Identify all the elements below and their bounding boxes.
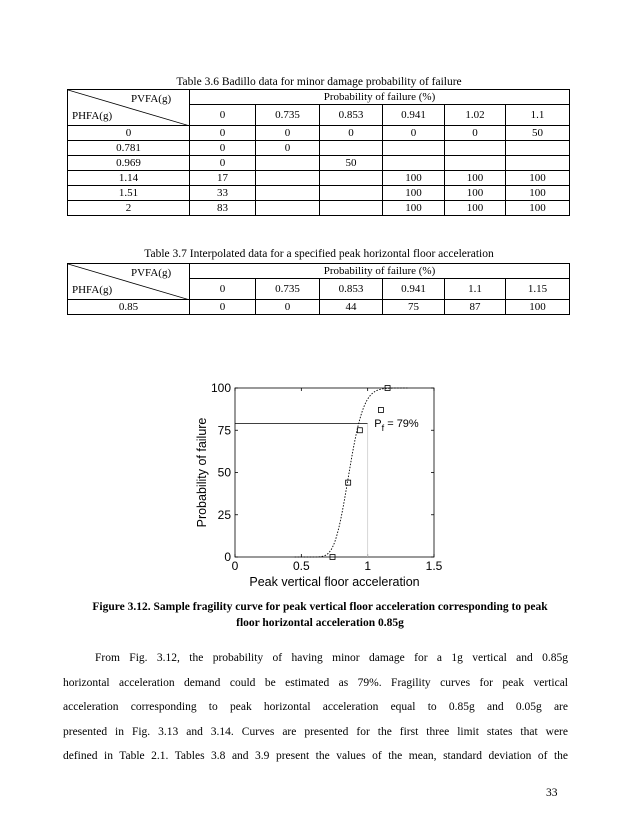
table-3-6-caption: Table 3.6 Badillo data for minor damage probability of failure [176,76,462,88]
table-3-7-cell: 75 [383,300,445,315]
x-tick-label: 0 [231,559,239,573]
table-3-6-cell: 100 [506,201,570,216]
table-3-6-row-header: 1.14 [68,171,190,186]
table-3-6-header-row [68,90,570,105]
table-3-6-cell: 100 [445,201,506,216]
table-3-7-column-header: 1.1 [445,279,506,300]
table-3-7-caption: Table 3.7 Interpolated data for a specified peak horizontal floor acceleration [144,248,494,260]
table-3-6-cell [256,156,320,171]
table-3-6-row [68,156,570,171]
table-3-6-cell: 100 [383,201,445,216]
table-3-6-cell: 100 [506,186,570,201]
body-paragraph [63,646,568,769]
table-3-6-group-header: Probability of failure (%) [190,90,570,105]
table-3-6-corner-header [68,90,190,126]
table-3-6-cell: 17 [190,171,256,186]
data-point [346,480,351,485]
x-tick-label: 1 [364,559,372,573]
table-3-7-corner-header [68,264,190,300]
table-3-7-group-header: Probability of failure (%) [190,264,570,279]
x-tick-label: 0.5 [292,559,310,573]
table-3-6-row [68,141,570,156]
table-3-6-cell: 0 [320,126,383,141]
figure-caption: Figure 3.12. Sample fragility curve for peak vertical floor acceleration corresponding to peak floor horizontal acceleration 0.85g [92,601,548,629]
table-3-6-row-header: 2 [68,201,190,216]
pf-annotation: $P_f = 79\%$ [374,417,419,433]
y-tick-label: 50 [217,465,231,480]
fragility-chart [180,376,450,588]
paragraph-line: acceleration corresponding to peak horizontal acceleration equal to 0.85g and 0.05g are [63,701,568,713]
table-3-7-cell: 0 [256,300,320,315]
table-3-7-row [68,300,570,315]
table-3-6-cell: 33 [190,186,256,201]
table-3-6-cell: 50 [320,156,383,171]
table-3-6-cell: 100 [445,186,506,201]
table-3-6-phfa-label: PHFA(g) [72,110,113,122]
table-3-6-row-header: 0.969 [68,156,190,171]
table-3-6 [67,89,570,216]
table-3-6-row-header: 0 [68,126,190,141]
y-tick-label: 25 [217,507,231,522]
table-3-6-cell: 0 [256,126,320,141]
table-3-6-cell: 0 [445,126,506,141]
table-3-7-phfa-label: PHFA(g) [72,284,113,296]
table-3-6-cell: 83 [190,201,256,216]
table-3-6-row-header: 0.781 [68,141,190,156]
table-3-6-cell [445,141,506,156]
table-3-6-pvfa-label: PVFA(g) [131,93,172,105]
table-3-7-column-header: 0.941 [383,279,445,300]
table-3-6-cell [445,156,506,171]
table-3-6-column-header: 0.735 [256,105,320,126]
x-tick-label: 1.5 [425,559,443,573]
table-3-7-header-row [68,264,570,279]
paragraph-line: presented in Fig. 3.13 and 3.14. Curves are presented for the first three limit states that were [63,725,568,738]
table-3-6-column-header: 0.941 [383,105,445,126]
table-3-6-column-header: 1.02 [445,105,506,126]
y-tick-label: 75 [217,423,231,438]
table-3-6-cell: 100 [445,171,506,186]
table-3-6-cell: 0 [383,126,445,141]
table-3-7 [67,263,570,315]
table-3-6-cell [320,201,383,216]
fitted-curve [295,388,408,557]
page-number: 33 [546,787,558,799]
table-3-6-cell [506,141,570,156]
table-3-6-cell: 100 [383,186,445,201]
table-3-6-cell [506,156,570,171]
x-axis-label: Peak vertical floor acceleration [249,575,420,588]
table-3-6-row [68,171,570,186]
table-3-6-cell [320,171,383,186]
y-tick-label: 100 [210,381,231,395]
table-3-6-cell: 0 [190,141,256,156]
table-3-6-cell [320,141,383,156]
table-3-6-column-header: 0 [190,105,256,126]
table-3-7-column-header: 1.15 [506,279,570,300]
plot-frame [235,388,434,557]
table-3-7-cell: 44 [320,300,383,315]
table-3-6-row-header: 1.51 [68,186,190,201]
table-3-6-cell: 100 [383,171,445,186]
table-3-7-column-header: 0 [190,279,256,300]
table-3-6-column-header: 1.1 [506,105,570,126]
y-axis-label: Probability of failure [195,417,209,528]
table-3-6-row [68,186,570,201]
table-3-6-cell: 100 [506,171,570,186]
table-3-7-cell: 87 [445,300,506,315]
paragraph-line: From Fig. 3.12, the probability of having minor damage for a 1g vertical and 0.85g [95,652,568,664]
table-3-6-row [68,126,570,141]
table-3-6-cell: 50 [506,126,570,141]
table-3-6-cell [256,186,320,201]
table-3-6-cell [320,186,383,201]
table-3-6-cell: 0 [190,156,256,171]
data-point [357,428,362,433]
data-point [378,407,383,412]
table-3-6-row [68,201,570,216]
table-3-6-cell [256,201,320,216]
paragraph-line: defined in Table 2.1. Tables 3.8 and 3.9 present the values of the mean, standard deviation of the [63,750,568,762]
table-3-6-cell [383,141,445,156]
table-3-6-cell [383,156,445,171]
table-3-6-column-header: 0.853 [320,105,383,126]
table-3-7-cell: 100 [506,300,570,315]
paragraph-line: horizontal acceleration demand could be estimated as 79%. Fragility curves for peak vertical [63,676,568,689]
table-3-7-column-header: 0.853 [320,279,383,300]
table-3-7-row-header: 0.85 [68,300,190,315]
table-3-7-cell: 0 [190,300,256,315]
table-3-6-cell [256,171,320,186]
table-3-7-column-header: 0.735 [256,279,320,300]
y-tick-label: 0 [224,550,231,564]
table-3-6-cell: 0 [190,126,256,141]
table-3-7-pvfa-label: PVFA(g) [131,267,172,279]
table-3-6-cell: 0 [256,141,320,156]
